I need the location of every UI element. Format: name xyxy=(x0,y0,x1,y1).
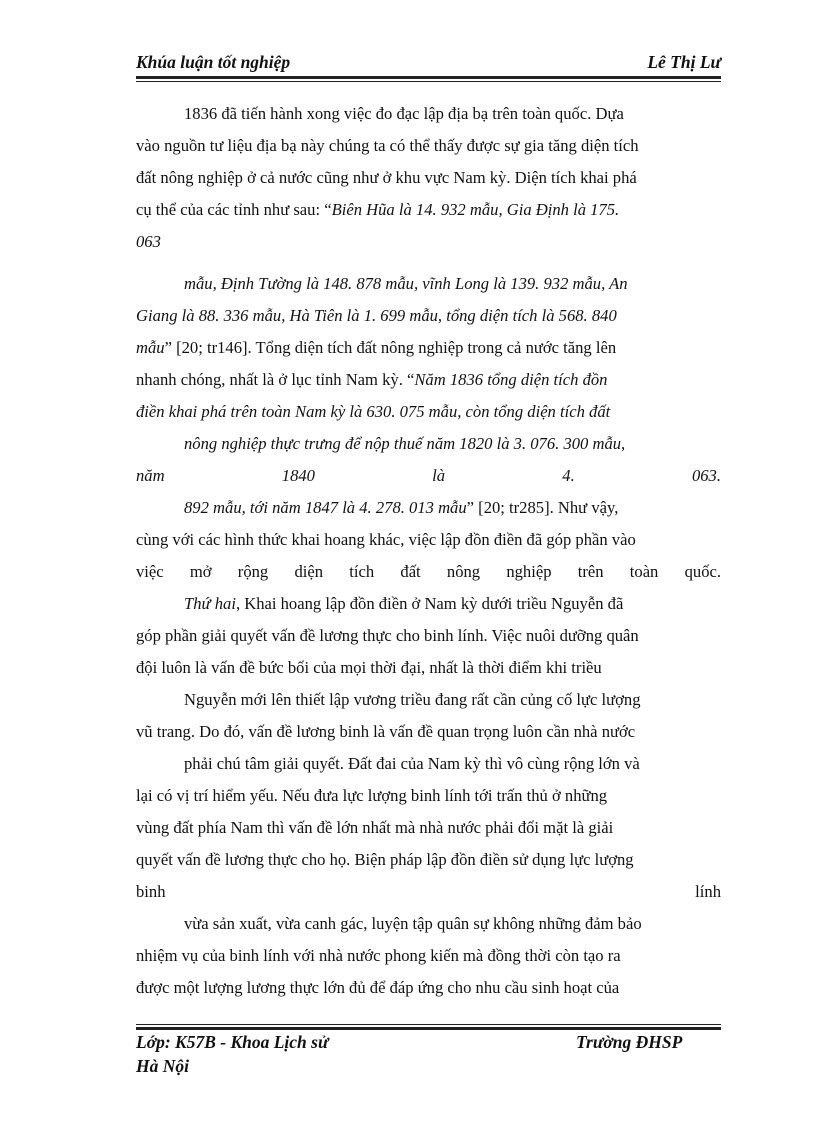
text-line: 063 xyxy=(136,232,161,251)
text-line: quyết vấn đề lương thực cho họ. Biện pháp lập đồn điền sử dụng lực lượng xyxy=(136,850,634,869)
text-line: nông nghiệp thực trưng để nộp thuế năm 1820 là 3. 076. 300 mẫu, xyxy=(184,434,626,453)
text-line-justified: việc mở rộng diện tích đất nông nghiệp trên toàn quốc. xyxy=(136,562,721,581)
header-author-name: Lê Thị Lư xyxy=(647,51,721,72)
text-line: nhanh chóng, nhất là ở lục tỉnh Nam kỳ. “Năm 1836 tổng diện tích đồn xyxy=(136,370,608,389)
footer-city: Hà Nội xyxy=(136,1056,189,1076)
header-rule-thick xyxy=(136,76,721,79)
footer-rule-thin xyxy=(136,1024,721,1025)
text-line-justified: năm 1840 là 4. 063. xyxy=(136,466,721,485)
text-line: mẫu” [20; tr146]. Tổng diện tích đất nông nghiệp trong cả nước tăng lên xyxy=(136,338,617,357)
header-thesis-label: Khúa luận tốt nghiệp xyxy=(136,51,291,72)
text-line: đội luôn là vấn đề bức bối của mọi thời đại, nhất là thời điểm khi triều xyxy=(136,658,602,677)
text-line: Giang là 88. 336 mẫu, Hà Tiên là 1. 699 mẫu, tổng diện tích là 568. 840 xyxy=(136,306,617,325)
text-line: 1836 đã tiến hành xong việc đo đạc lập địa bạ trên toàn quốc. Dựa xyxy=(184,104,624,123)
text-line: cụ thể của các tỉnh như sau: “Biên Hũa là 14. 932 mẫu, Gia Định là 175. xyxy=(136,200,620,219)
text-line: phải chú tâm giải quyết. Đất đai của Nam kỳ thì vô cùng rộng lớn và xyxy=(184,754,640,773)
text-line: cùng với các hình thức khai hoang khác, việc lập đồn điền đã góp phần vào xyxy=(136,530,636,549)
text-line: vào nguồn tư liệu địa bạ này chúng ta có thể thấy được sự gia tăng diện tích xyxy=(136,136,639,155)
text-line: điền khai phá trên toàn Nam kỳ là 630. 075 mẫu, còn tổng diện tích đất xyxy=(136,402,611,421)
text-line: Thứ hai, Khai hoang lập đồn điền ở Nam kỳ dưới triều Nguyễn đã xyxy=(184,594,624,613)
text-line: Nguyễn mới lên thiết lập vương triều đang rất cần củng cố lực lượng xyxy=(184,690,641,709)
text-line: lại có vị trí hiểm yếu. Nếu đưa lực lượng binh lính tới trấn thủ ở những xyxy=(136,786,608,805)
text-line: 892 mẫu, tới năm 1847 là 4. 278. 013 mẫu” [20; tr285]. Như vậy, xyxy=(184,498,619,517)
footer-university: Trường ĐHSP xyxy=(576,1032,683,1052)
footer-class-info: Lớp: K57B - Khoa Lịch sử xyxy=(136,1032,329,1052)
text-line: vũ trang. Do đó, vấn đề lương binh là vấn đề quan trọng luôn cần nhà nước xyxy=(136,722,636,741)
text-line: mẫu, Định Tường là 148. 878 mẫu, vĩnh Long là 139. 932 mẫu, An xyxy=(184,274,628,293)
header-rule-thin xyxy=(136,81,721,82)
text-line: góp phần giải quyết vấn đề lương thực cho binh lính. Việc nuôi dưỡng quân xyxy=(136,626,639,645)
page-header xyxy=(136,50,721,74)
text-line: nhiệm vụ của binh lính với nhà nước phong kiến mà đồng thời còn tạo ra xyxy=(136,946,621,965)
text-line-justified: binh lính xyxy=(136,882,721,901)
text-line: được một lượng lương thực lớn đủ để đáp ứng cho nhu cầu sinh hoạt của xyxy=(136,978,620,997)
text-line: vừa sản xuất, vừa canh gác, luyện tập quân sự không những đảm bảo xyxy=(184,914,642,933)
text-line: đất nông nghiệp ở cả nước cũng như ở khu vực Nam kỳ. Diện tích khai phá xyxy=(136,168,637,187)
text-line: vùng đất phía Nam thì vấn đề lớn nhất mà nhà nước phải đối mặt là giải xyxy=(136,818,614,837)
footer-rule-thick xyxy=(136,1027,721,1030)
